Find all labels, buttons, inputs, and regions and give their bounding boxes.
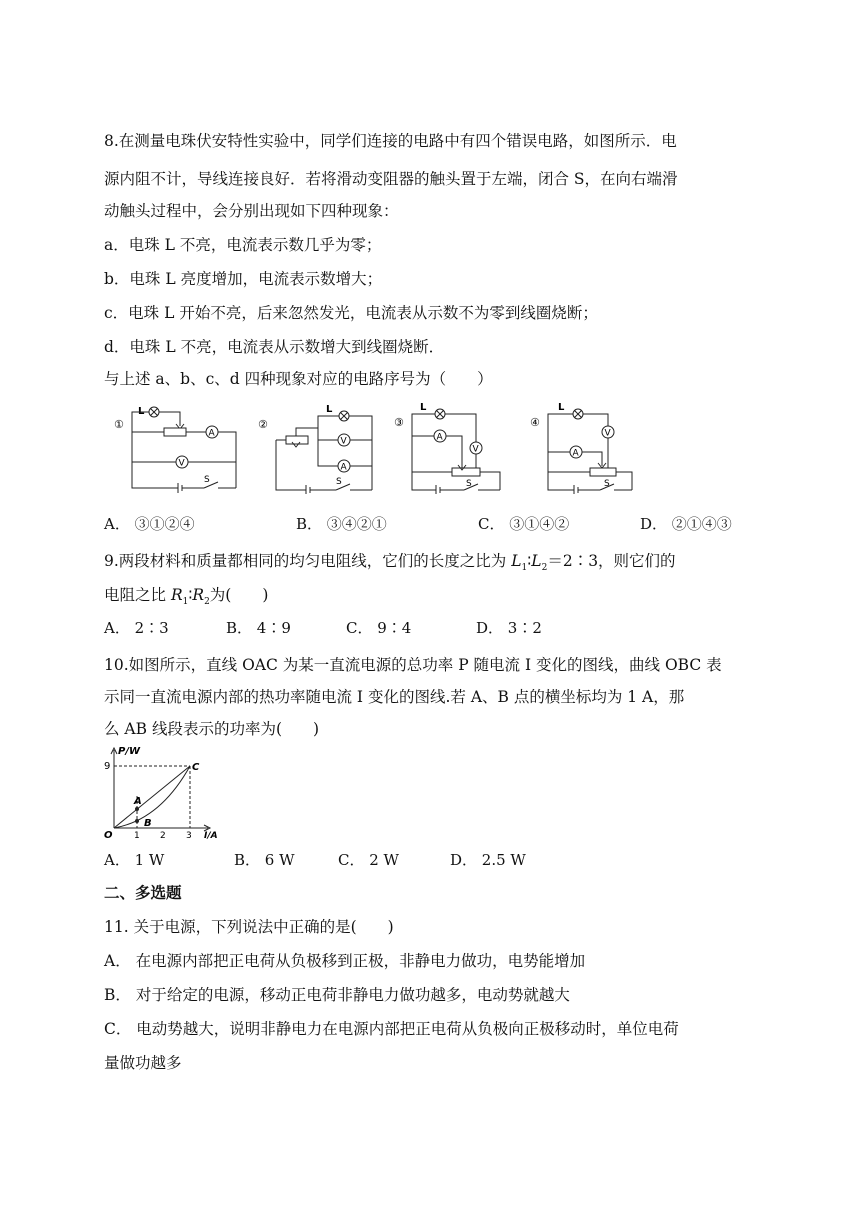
circuit-3-number: ③ — [394, 416, 404, 429]
circuit-2-voltmeter-label: V — [340, 436, 347, 447]
q9-option-b[interactable]: B． 4∶9 — [226, 619, 291, 637]
q10-line-1: 10.如图所示，直线 OAC 为某一直流电源的总功率 P 随电流 I 变化的图线，曲线 OBC 表 — [104, 656, 722, 674]
q9-line-1 — [104, 550, 676, 579]
point-a-dot — [135, 807, 139, 811]
q11-stem: 11. 关于电源，下列说法中正确的是( ) — [104, 918, 394, 936]
q9-line-1-text: 9.两段材料和质量都相同的均匀电阻线，它们的长度之比为 — [104, 552, 512, 570]
q9-sub-1: 1 — [521, 563, 528, 574]
circuit-4-voltmeter-label: V — [604, 428, 611, 439]
circuit-2-number: ② — [258, 418, 268, 431]
q8-question-line: 与上述 a、b、c、d 四种现象对应的电路序号为（ ） — [104, 370, 493, 388]
point-a-label: A — [134, 796, 142, 807]
power-current-graph — [100, 744, 230, 844]
q10-line-3: 么 AB 线段表示的功率为( ) — [104, 720, 320, 738]
q9-sub-r2: 2 — [204, 597, 210, 608]
x-axis-label: I/A — [204, 831, 218, 840]
q8-option-b[interactable]: B． ③④②① — [296, 515, 387, 533]
y-axis-label: P/W — [118, 746, 141, 757]
line-oac — [114, 766, 190, 828]
q9-option-d[interactable]: D． 3∶2 — [476, 619, 542, 637]
circuit-3-lamp-label: L — [420, 402, 427, 413]
origin-label: O — [104, 830, 113, 840]
q9-ratio-colon-2: ∶ — [188, 586, 193, 604]
circuit-3-voltmeter-label: V — [472, 444, 479, 455]
circuit-4-ammeter-label: A — [572, 448, 579, 459]
circuit-diagram-2 — [256, 402, 384, 494]
circuit-diagram-4 — [528, 400, 652, 494]
circuit-4-number: ④ — [530, 416, 540, 429]
circuit-1-switch-label: S — [204, 475, 210, 485]
q9-var-r1: R — [170, 586, 183, 604]
q9-ratio-colon: ∶ — [527, 552, 532, 570]
q11-option-c-line-1[interactable]: C． 电动势越大，说明非静电力在电源内部把正电荷从负极向正极移动时，单位电荷 — [104, 1020, 679, 1038]
q9-var-r2: R — [192, 586, 205, 604]
q8-line-2: 源内阻不计，导线连接良好．若将滑动变阻器的触头置于左端，闭合 S，在向右端滑 — [104, 170, 678, 188]
circuit-2-switch-label: S — [336, 477, 342, 487]
circuit-3-ammeter-label: A — [436, 432, 443, 443]
q9-option-c[interactable]: C． 9∶4 — [346, 619, 412, 637]
q9-line-1-tail: ＝2∶3，则它们的 — [547, 552, 676, 570]
q10-option-c[interactable]: C． 2 W — [338, 851, 399, 869]
q11-option-b[interactable]: B． 对于给定的电源，移动正电荷非静电力做功越多，电动势就越大 — [104, 986, 570, 1004]
q9-option-a[interactable]: A． 2∶3 — [104, 619, 169, 637]
circuit-4-switch-label: S — [604, 479, 610, 489]
x-tick-2: 2 — [160, 831, 166, 840]
circuit-diagram-3 — [392, 400, 516, 494]
q8-phenomenon-c: c．电珠 L 开始不亮，后来忽然发光，电流表从示数不为零到线圈烧断； — [104, 304, 598, 322]
circuit-1-voltmeter-label: V — [178, 458, 185, 469]
x-tick-3: 3 — [186, 831, 192, 840]
q8-option-d[interactable]: D． ②①④③ — [640, 515, 732, 533]
q8-option-a[interactable]: A． ③①②④ — [104, 515, 195, 533]
q9-line-2 — [104, 584, 268, 613]
q9-line-2-text: 电阻之比 — [104, 586, 171, 604]
circuit-1-number: ① — [114, 418, 124, 431]
q10-option-b[interactable]: B． 6 W — [234, 851, 295, 869]
q8-line-1: 8.在测量电珠伏安特性实验中，同学们连接的电路中有四个错误电路，如图所示．电 — [104, 132, 677, 150]
q8-phenomenon-d: d．电珠 L 不亮，电流表从示数增大到线圈烧断． — [104, 338, 445, 356]
q9-sub-2: 2 — [541, 563, 548, 574]
x-tick-1: 1 — [134, 831, 140, 840]
q9-sub-r1: 1 — [182, 597, 189, 608]
q10-option-a[interactable]: A． 1 W — [104, 851, 165, 869]
q11-option-c-line-2: 量做功越多 — [104, 1054, 182, 1072]
circuit-2-lamp-label: L — [326, 404, 333, 415]
point-b-label: B — [144, 818, 152, 829]
circuit-2-ammeter-label: A — [340, 462, 347, 473]
q8-line-3: 动触头过程中，会分别出现如下四种现象： — [104, 202, 399, 220]
section-title-multiple-choice: 二、多选题 — [104, 884, 182, 902]
q8-phenomenon-a: a．电珠 L 不亮，电流表示数几乎为零； — [104, 236, 382, 254]
circuit-4-lamp-label: L — [558, 402, 565, 413]
q10-option-d[interactable]: D． 2.5 W — [450, 851, 526, 869]
q11-option-a[interactable]: A． 在电源内部把正电荷从负极移到正极，非静电力做功，电势能增加 — [104, 952, 586, 970]
q10-line-2: 示同一直流电源内部的热功率随电流 I 变化的图线.若 A、B 点的横坐标均为 1 A，那 — [104, 688, 685, 706]
point-b-dot — [135, 819, 139, 823]
y-tick-9: 9 — [104, 761, 111, 772]
circuit-1-lamp-label: L — [138, 406, 145, 417]
q8-option-c[interactable]: C． ③①④② — [478, 515, 570, 533]
circuit-3-switch-label: S — [466, 479, 472, 489]
circuit-1-ammeter-label: A — [208, 428, 215, 439]
point-c-label: C — [192, 762, 200, 773]
q9-var-l1: L — [511, 552, 522, 570]
q9-line-2-tail: 为( ) — [209, 586, 269, 604]
q8-phenomenon-b: b．电珠 L 亮度增加，电流表示数增大； — [104, 270, 383, 288]
q9-var-l2: L — [531, 552, 542, 570]
circuit-diagram-1 — [112, 402, 242, 494]
